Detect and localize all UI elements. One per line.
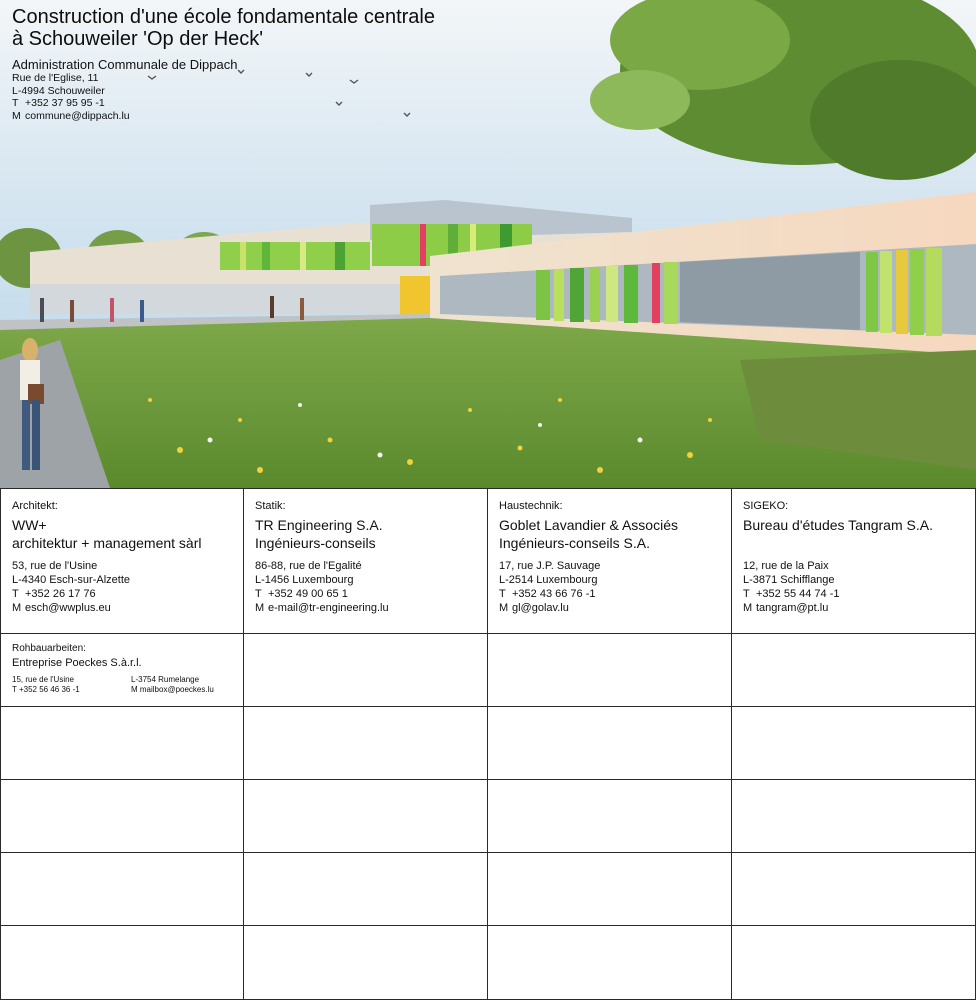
empty-cell <box>0 707 244 780</box>
contributor-cell-architect <box>0 488 244 634</box>
empty-cell <box>244 634 488 707</box>
contributors-table <box>0 488 976 1000</box>
contractor-street: 15, rue de l'Usine <box>12 675 75 684</box>
mail-label: M <box>255 602 265 614</box>
empty-cell <box>244 780 488 853</box>
phone-label: T <box>743 588 750 600</box>
company-line1: Bureau d'études Tangram S.A. <box>743 517 933 533</box>
empty-cell <box>244 853 488 926</box>
mail-label: M <box>12 109 21 122</box>
contributor-address <box>255 559 389 615</box>
company-line2: architektur + management sàrl <box>12 535 202 551</box>
company-line2: Ingénieurs-conseils <box>255 535 376 551</box>
empty-cell <box>0 926 244 1000</box>
city: L-4340 Esch-sur-Alzette <box>12 574 130 586</box>
phone-label: T <box>12 97 19 109</box>
empty-cell <box>488 707 732 780</box>
contractor-phone: T +352 56 46 36 -1 <box>12 685 80 694</box>
client-address <box>12 72 435 122</box>
contributor-company <box>743 516 933 534</box>
mail-label: M <box>743 602 753 614</box>
contributor-role: SIGEKO: <box>743 500 789 512</box>
contractor-email: M mailbox@poeckes.lu <box>131 685 214 694</box>
contributor-cell-sigeko <box>732 488 976 634</box>
email <box>499 601 600 615</box>
contributor-address <box>499 559 600 615</box>
contractor-company: Entreprise Poeckes S.à.r.l. <box>12 657 142 669</box>
city: L-2514 Luxembourg <box>499 574 598 586</box>
phone-label: T <box>255 588 262 600</box>
empty-cell <box>732 926 976 1000</box>
street: 86-88, rue de l'Egalité <box>255 560 362 572</box>
project-title-line1: Construction d'une école fondamentale centrale <box>12 6 435 28</box>
contributor-cell-building-services <box>488 488 732 634</box>
empty-cell <box>0 853 244 926</box>
company-line1: TR Engineering S.A. <box>255 517 383 533</box>
street: 12, rue de la Paix <box>743 560 829 572</box>
contributor-company <box>255 516 383 552</box>
phone-number: +352 43 66 76 -1 <box>512 588 596 600</box>
contributor-role: Architekt: <box>12 500 58 512</box>
company-line2: Ingénieurs-conseils S.A. <box>499 535 650 551</box>
phone <box>12 587 130 601</box>
contributor-cell-structural <box>244 488 488 634</box>
mail-label: M <box>499 602 509 614</box>
project-title <box>12 6 435 50</box>
phone-label: T <box>499 588 506 600</box>
email <box>743 601 840 615</box>
client-street: Rue de l'Eglise, 11 <box>12 72 99 84</box>
empty-cell <box>732 853 976 926</box>
client-phone-number: +352 37 95 95 -1 <box>25 97 105 109</box>
empty-cell <box>244 707 488 780</box>
client-email-address: commune@dippach.lu <box>25 109 130 122</box>
street: 53, rue de l'Usine <box>12 560 98 572</box>
contractor-cell-shell-construction <box>0 634 244 707</box>
city: L-3871 Schifflange <box>743 574 835 586</box>
contractor-city: L-3754 Rumelange <box>131 675 200 684</box>
email-address: esch@wwplus.eu <box>25 602 111 614</box>
contributor-role: Haustechnik: <box>499 500 563 512</box>
street: 17, rue J.P. Sauvage <box>499 560 601 572</box>
client-email <box>12 110 435 123</box>
project-header <box>12 6 435 122</box>
school-rendering <box>0 0 976 488</box>
phone-number: +352 55 44 74 -1 <box>756 588 840 600</box>
contributor-company <box>12 516 201 552</box>
mail-label: M <box>12 602 22 614</box>
empty-cell <box>488 853 732 926</box>
client-phone <box>12 97 435 110</box>
empty-cell <box>488 634 732 707</box>
client-city: L-4994 Schouweiler <box>12 84 105 97</box>
contributor-address <box>12 559 130 615</box>
project-title-line2: à Schouweiler 'Op der Heck' <box>12 28 264 50</box>
email-address: gl@golav.lu <box>512 602 569 614</box>
contributor-role: Statik: <box>255 500 286 512</box>
empty-cell <box>488 780 732 853</box>
empty-cell <box>244 926 488 1000</box>
empty-cell <box>0 780 244 853</box>
email <box>255 601 389 615</box>
company-line1: WW+ <box>12 517 47 533</box>
phone-number: +352 26 17 76 <box>25 588 96 600</box>
phone-label: T <box>12 588 19 600</box>
phone <box>499 587 600 601</box>
empty-cell <box>732 780 976 853</box>
phone <box>255 587 389 601</box>
client-name: Administration Communale de Dippach <box>12 57 238 72</box>
empty-cell <box>488 926 732 1000</box>
email-address: e-mail@tr-engineering.lu <box>268 602 389 614</box>
company-line1: Goblet Lavandier & Associés <box>499 517 678 533</box>
email <box>12 601 130 615</box>
phone-number: +352 49 00 65 1 <box>268 588 348 600</box>
empty-cell <box>732 634 976 707</box>
empty-cell <box>732 707 976 780</box>
contractor-role: Rohbauarbeiten: <box>12 643 86 654</box>
contributor-address <box>743 559 840 615</box>
contributor-company <box>499 516 678 552</box>
phone <box>743 587 840 601</box>
city: L-1456 Luxembourg <box>255 574 354 586</box>
email-address: tangram@pt.lu <box>756 602 829 614</box>
